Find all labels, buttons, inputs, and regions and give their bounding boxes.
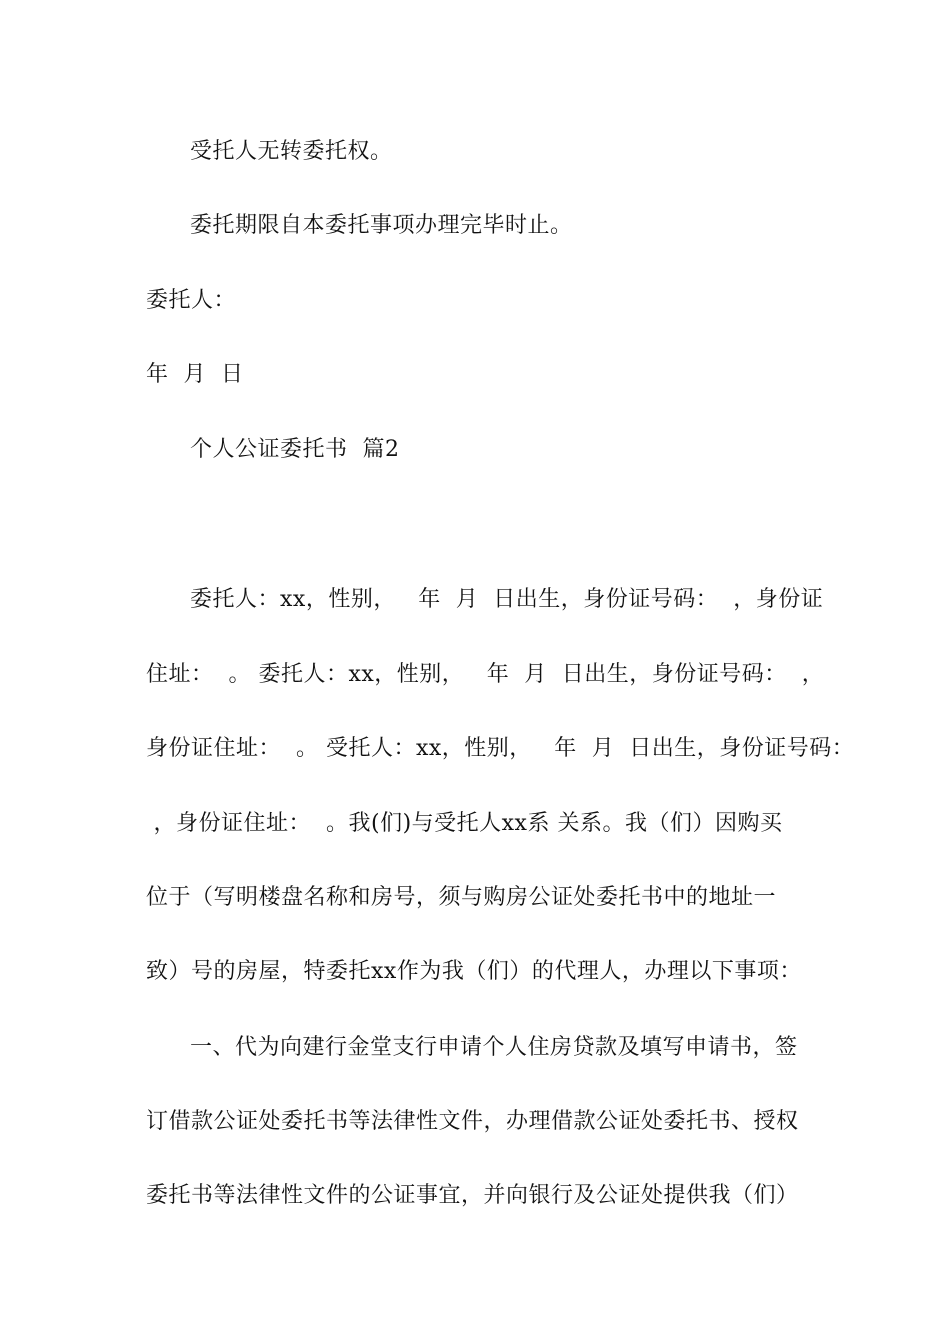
paragraph-line: 委托期限自本委托事项办理完毕时止。 [190,213,573,238]
date-line: 年 月 日 [146,362,244,387]
paragraph-line: 致）号的房屋，特委托xx作为我（们）的代理人，办理以下事项： [146,959,802,984]
paragraph-line: 委托书等法律性文件的公证事宜，并向银行及公证处提供我（们） [146,1183,799,1208]
section-heading: 个人公证委托书 篇2 [190,437,400,462]
paragraph-line: 受托人无转委托权。 [190,139,393,164]
paragraph-line: 订借款公证处委托书等法律性文件，办理借款公证处委托书、授权 [146,1109,799,1134]
paragraph-line: 位于（写明楼盘名称和房号，须与购房公证处委托书中的地址一 [146,885,777,910]
paragraph-line: ，身份证住址： 。我(们)与受托人xx系 关系。我（们）因购买 [146,811,783,836]
paragraph-line: 住址： 。 委托人：xx，性别， 年 月 日出生，身份证号码： ， [146,662,825,687]
paragraph-line: 身份证住址： 。 受托人：xx，性别， 年 月 日出生，身份证号码： [146,736,855,761]
paragraph-line: 委托人：xx，性别， 年 月 日出生，身份证号码： ，身份证 [190,587,824,612]
paragraph-line: 一、代为向建行金堂支行申请个人住房贷款及填写申请书，签 [190,1035,798,1060]
signature-label: 委托人： [146,288,237,313]
